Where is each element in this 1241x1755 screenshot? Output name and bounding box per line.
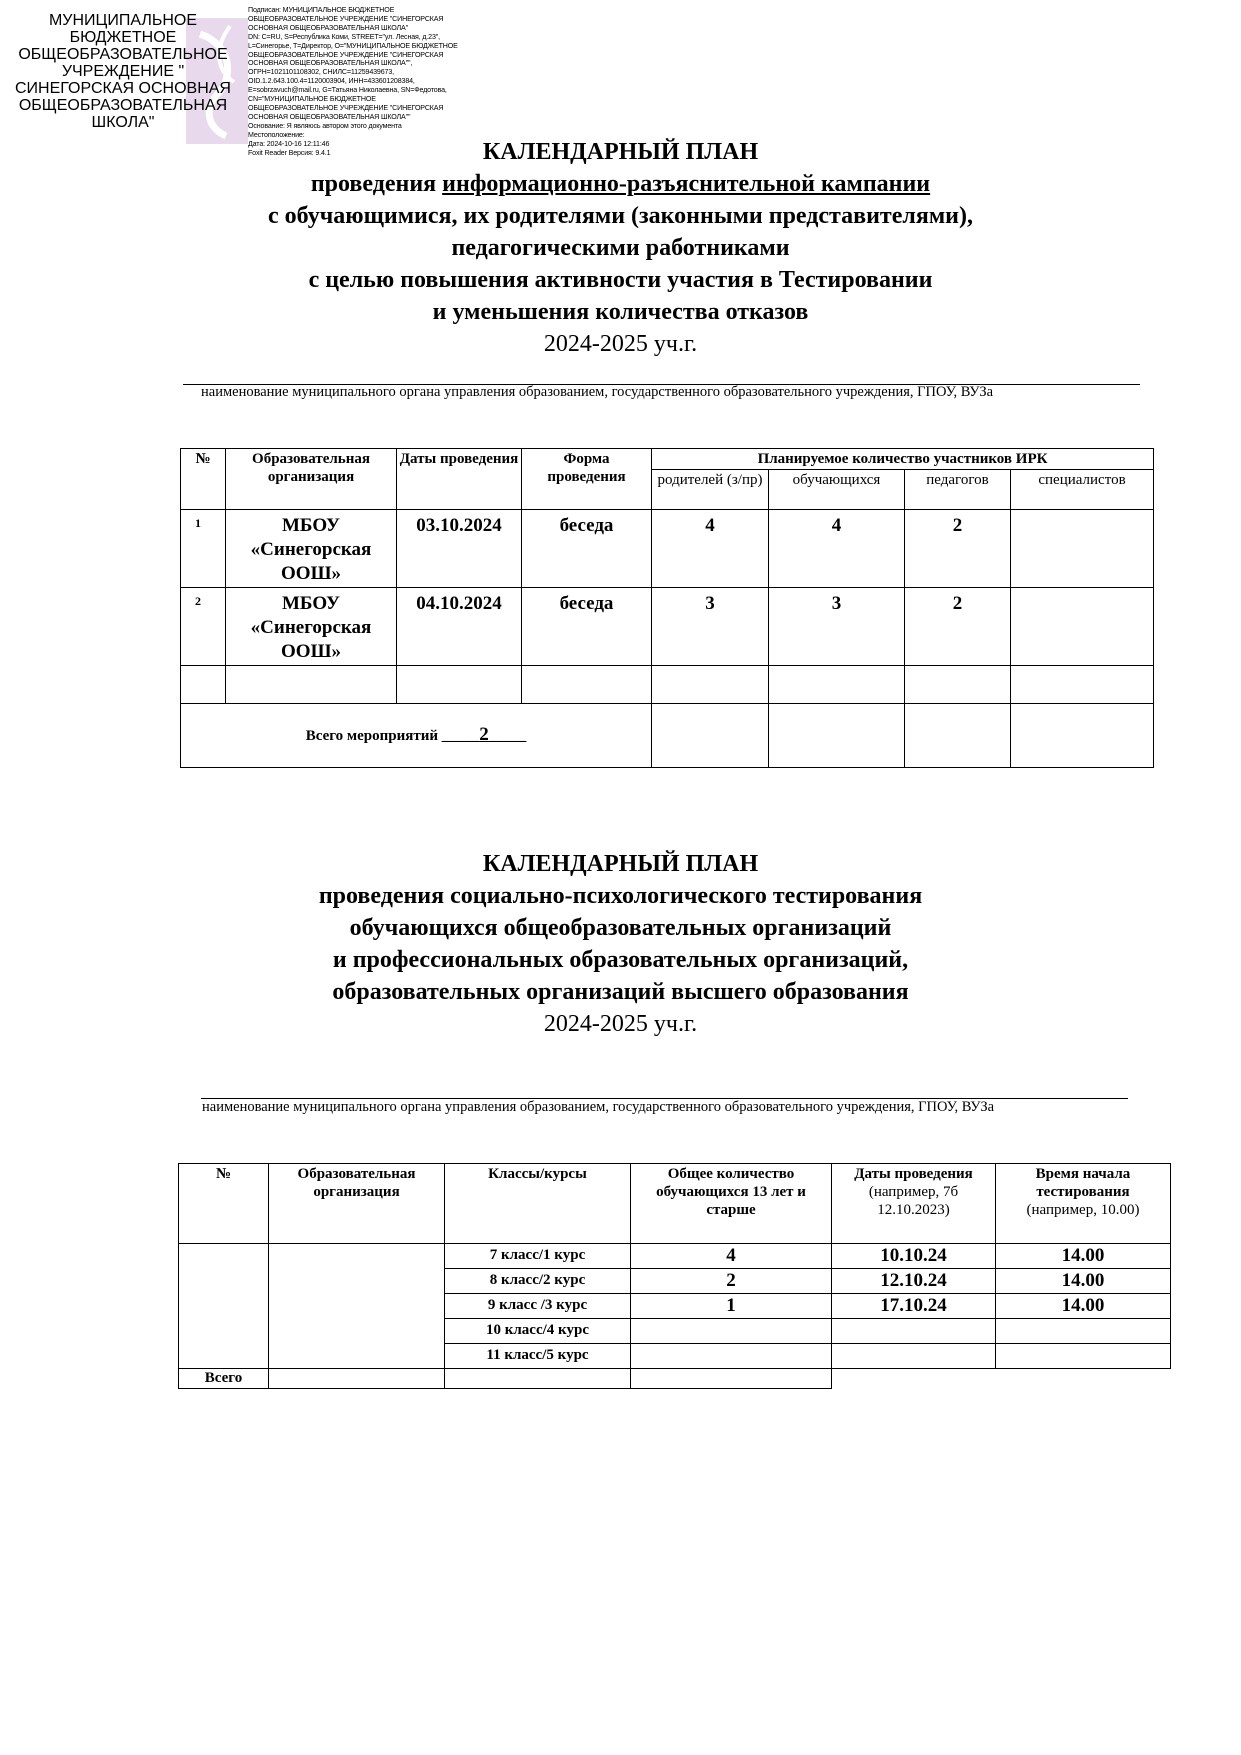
signature-detail-line: ОСНОВНАЯ ОБЩЕОБРАЗОВАТЕЛЬНАЯ ШКОЛА"	[248, 23, 408, 32]
plan1-empty-cell	[905, 704, 1011, 768]
plan2-heading	[0, 848, 1241, 1040]
plan1-cell-specialists	[1011, 588, 1154, 666]
plan2-cell-count: 4	[631, 1244, 832, 1269]
plan2-cell-class: 10 класс/4 курс	[445, 1319, 631, 1344]
plan1-title: КАЛЕНДАРНЫЙ ПЛАН	[482, 139, 759, 165]
plan2-empty-cell	[631, 1369, 832, 1389]
plan2-empty-cell	[269, 1369, 445, 1389]
signature-details	[248, 6, 488, 157]
table-row	[181, 666, 1154, 704]
plan1-header-planned: Планируемое количество участников ИРК	[652, 449, 1154, 470]
plan1-header-teachers: педагогов	[905, 470, 1011, 510]
plan1-cell-teachers: 2	[905, 588, 1011, 666]
plan2-cell-date: 12.10.24	[832, 1269, 996, 1294]
plan2-subtitle-line: и профессиональных образовательных организаций,	[332, 947, 909, 973]
signature-detail-line: ОБЩЕОБРАЗОВАТЕЛЬНОЕ УЧРЕЖДЕНИЕ "СИНЕГОРСКАЯ	[248, 14, 444, 23]
plan1-cell-num: 1	[181, 510, 226, 588]
plan1-empty-cell	[905, 666, 1011, 704]
signature-detail-line: ОСНОВНАЯ ОБЩЕОБРАЗОВАТЕЛЬНАЯ ШКОЛА"",	[248, 59, 413, 68]
table-row	[179, 1244, 1171, 1269]
plan1-empty-cell	[769, 666, 905, 704]
plan2-header-start-time	[996, 1164, 1171, 1244]
plan2-title: КАЛЕНДАРНЫЙ ПЛАН	[482, 851, 759, 877]
table-row	[181, 510, 1154, 588]
plan1-line2-underlined: информационно-разъяснительной кампании	[442, 171, 931, 197]
plan1-cell-students: 3	[769, 588, 905, 666]
plan2-subtitle-line: проведения социально-психологического тестирования	[318, 883, 923, 909]
plan1-year: 2024-2025 уч.г.	[543, 331, 698, 357]
table-row	[179, 1369, 1171, 1389]
plan2-header-classes: Классы/курсы	[445, 1164, 631, 1244]
plan1-empty-cell	[769, 704, 905, 768]
plan2-table	[178, 1163, 1171, 1389]
plan2-cell-class: 8 класс/2 курс	[445, 1269, 631, 1294]
plan1-empty-cell	[1011, 666, 1154, 704]
plan1-cell-org: МБОУ «Синегорская ООШ»	[226, 588, 397, 666]
plan1-subtitle-line: и уменьшения количества отказов	[432, 299, 809, 325]
plan2-cell-date	[832, 1319, 996, 1344]
signature-org-line: ШКОЛА"	[91, 114, 155, 131]
plan2-header-total-students: Общее количество обучающихся 13 лет и старше	[631, 1164, 832, 1244]
plan1-subtitle-line	[0, 168, 1241, 200]
plan2-empty-cell	[445, 1369, 631, 1389]
plan1-cell-teachers: 2	[905, 510, 1011, 588]
plan1-empty-cell	[397, 666, 522, 704]
plan1-total-value: 2	[479, 724, 489, 745]
plan1-empty-cell	[522, 666, 652, 704]
signature-organization	[4, 12, 242, 131]
plan2-cell-time	[996, 1344, 1171, 1369]
signature-detail-line: Дата: 2024-10-16 12:11:46	[248, 139, 330, 148]
plan1-header-num: №	[181, 449, 226, 510]
plan2-header-start-time-note: (например, 10.00)	[1026, 1202, 1140, 1218]
plan1-total	[181, 704, 652, 768]
plan1-cell-specialists	[1011, 510, 1154, 588]
plan1-total-suffix: _____	[488, 728, 527, 744]
plan2-cell-date: 17.10.24	[832, 1294, 996, 1319]
table-row	[181, 704, 1154, 768]
plan2-cell-time: 14.00	[996, 1244, 1171, 1269]
signature-detail-line: ОБЩЕОБРАЗОВАТЕЛЬНОЕ УЧРЕЖДЕНИЕ "СИНЕГОРСКАЯ	[248, 103, 444, 112]
plan2-num-cell	[179, 1244, 269, 1369]
signature-detail-line: CN="МУНИЦИПАЛЬНОЕ БЮДЖЕТНОЕ	[248, 95, 376, 104]
plan2-org-cell	[269, 1244, 445, 1369]
plan1-table	[180, 448, 1154, 768]
plan2-cell-time: 14.00	[996, 1269, 1171, 1294]
plan2-cell-count: 1	[631, 1294, 832, 1319]
plan2-cell-count	[631, 1344, 832, 1369]
plan2-cell-class: 9 класс /3 курс	[445, 1294, 631, 1319]
signature-org-line: БЮДЖЕТНОЕ	[69, 29, 177, 46]
plan2-header-dates-label: Даты проведения	[854, 1166, 973, 1182]
signature-org-line: МУНИЦИПАЛЬНОЕ	[48, 12, 198, 29]
signature-org-line: ОБЩЕОБРАЗОВАТЕЛЬНОЕ	[18, 46, 228, 63]
plan2-header-dates-note: (например, 7б 12.10.2023)	[868, 1184, 959, 1218]
signature-detail-line: E=sobrzavuch@mail.ru, G=Татьяна Николаевна, SN=Федотова,	[248, 86, 447, 95]
plan2-cell-class: 7 класс/1 курс	[445, 1244, 631, 1269]
signature-detail-line: Местоположение:	[248, 130, 305, 139]
signature-org-line: УЧРЕЖДЕНИЕ "	[61, 63, 185, 80]
plan1-cell-form: беседа	[522, 510, 652, 588]
plan1-subtitle-line: с обучающимися, их родителями (законными представителями),	[268, 203, 973, 229]
plan1-header-form: Форма проведения	[522, 449, 652, 510]
plan2-cell-class: 11 класс/5 курс	[445, 1344, 631, 1369]
signature-org-line: ОБЩЕОБРАЗОВАТЕЛЬНАЯ	[18, 97, 228, 114]
plan2-total-label: Всего	[179, 1369, 269, 1389]
plan1-subtitle-line: педагогическими работниками	[451, 235, 790, 261]
plan1-line2-prefix: проведения	[310, 171, 443, 197]
plan1-header-students: обучающихся	[769, 470, 905, 510]
plan1-header-dates: Даты проведения	[397, 449, 522, 510]
plan2-year: 2024-2025 уч.г.	[543, 1011, 698, 1037]
plan1-cell-form: беседа	[522, 588, 652, 666]
plan2-header-start-time-label: Время начала тестирования	[1035, 1166, 1131, 1200]
plan1-header-specialists: специалистов	[1011, 470, 1154, 510]
plan1-caption: наименование муниципального органа управления образованием, государственного образовательного учреждения, ГПОУ, ВУЗа	[201, 384, 994, 400]
plan2-blank-cell	[996, 1369, 1171, 1389]
plan1-empty-cell	[652, 704, 769, 768]
plan1-cell-num: 2	[181, 588, 226, 666]
plan2-cell-date: 10.10.24	[832, 1244, 996, 1269]
plan2-caption: наименование муниципального органа управления образованием, государственного образовательного учреждения, ГПОУ, ВУЗа	[202, 1099, 995, 1115]
plan1-empty-cell	[226, 666, 397, 704]
plan1-heading	[0, 136, 1241, 360]
plan1-header-org: Образовательная организация	[226, 449, 397, 510]
signature-detail-line: Foxit Reader Версия: 9.4.1	[248, 148, 331, 157]
plan2-header-org: Образовательная организация	[269, 1164, 445, 1244]
signature-detail-line: ОГРН=1021101108302, СНИЛС=11259439673,	[248, 68, 394, 77]
plan2-cell-time: 14.00	[996, 1294, 1171, 1319]
plan2-header-dates	[832, 1164, 996, 1244]
plan1-empty-cell	[181, 666, 226, 704]
plan2-cell-count	[631, 1319, 832, 1344]
plan1-total-label: Всего мероприятий _____	[305, 728, 480, 744]
plan2-blank-cell	[832, 1369, 996, 1389]
plan1-header-parents: родителей (з/пр)	[652, 470, 769, 510]
signature-detail-line: ОСНОВНАЯ ОБЩЕОБРАЗОВАТЕЛЬНАЯ ШКОЛА""	[248, 112, 411, 121]
plan1-cell-org: МБОУ «Синегорская ООШ»	[226, 510, 397, 588]
plan1-cell-date: 04.10.2024	[397, 588, 522, 666]
table-row	[181, 588, 1154, 666]
plan1-subtitle-line: с целью повышения активности участия в Тестировании	[308, 267, 933, 293]
plan2-cell-count: 2	[631, 1269, 832, 1294]
plan1-cell-parents: 4	[652, 510, 769, 588]
plan2-subtitle-line: обучающихся общеобразовательных организаций	[349, 915, 892, 941]
plan1-empty-cell	[652, 666, 769, 704]
signature-org-line: СИНЕГОРСКАЯ ОСНОВНАЯ	[15, 80, 231, 97]
signature-detail-line: ОБЩЕОБРАЗОВАТЕЛЬНОЕ УЧРЕЖДЕНИЕ "СИНЕГОРСКАЯ	[248, 50, 444, 59]
signature-detail-line: Основание: Я являюсь автором этого документа	[248, 121, 402, 130]
plan1-cell-date: 03.10.2024	[397, 510, 522, 588]
plan1-cell-parents: 3	[652, 588, 769, 666]
plan2-header-num: №	[179, 1164, 269, 1244]
plan1-empty-cell	[1011, 704, 1154, 768]
plan2-subtitle-line: образовательных организаций высшего образования	[332, 979, 909, 1005]
plan1-cell-students: 4	[769, 510, 905, 588]
signature-detail-line: Подписан: МУНИЦИПАЛЬНОЕ БЮДЖЕТНОЕ	[248, 6, 395, 14]
plan2-cell-date	[832, 1344, 996, 1369]
signature-detail-line: L=Синегорье, T=Директор, O="МУНИЦИПАЛЬНОЕ БЮДЖЕТНОЕ	[248, 41, 458, 50]
signature-detail-line: DN: C=RU, S=Республика Коми, STREET="ул. Лесная, д.23",	[248, 32, 440, 41]
signature-detail-line: OID.1.2.643.100.4=1120003904, ИНН=433601208384,	[248, 77, 415, 86]
plan2-cell-time	[996, 1319, 1171, 1344]
